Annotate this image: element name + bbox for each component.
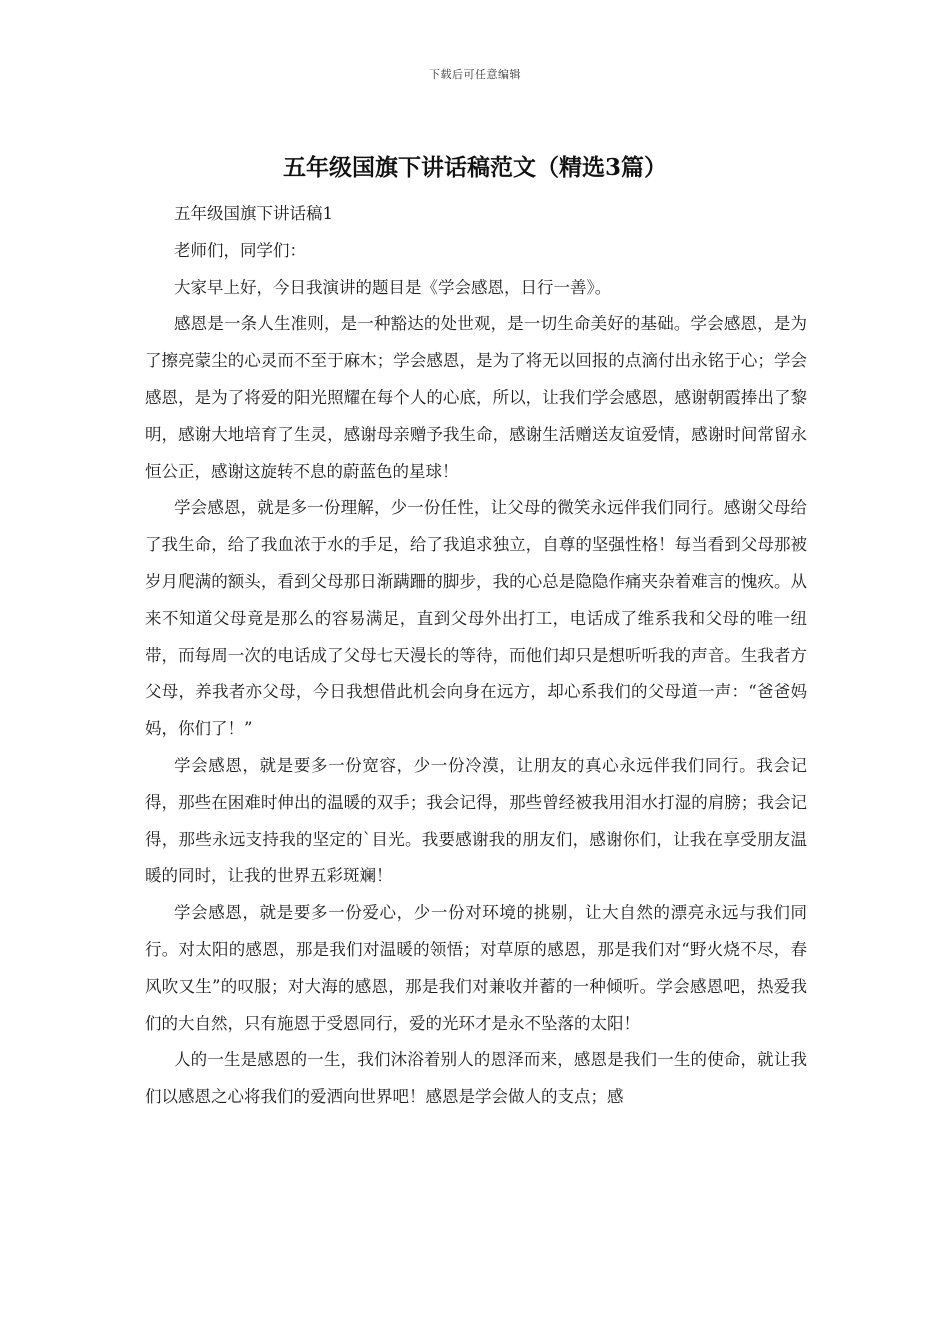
paragraph-greeting: 老师们，同学们：	[174, 240, 306, 260]
paragraph-speech-heading: 五年级国旗下讲话稿1	[174, 204, 333, 223]
paragraph-body: 学会感恩，就是多一份理解，少一份任性，让父母的微笑永远伴我们同行。感谢父母给了我生命，给了我血浓于水的手足，给了我追求独立，自尊的坚强性格！每当看到父母那被岁月爬满的额头，看到父母那日渐蹒跚的脚步，我的心总是隐隐作痛夹杂着难言的愧疚。从来不知道父母竟是那么的容易满足，直到父母外出打工，电话成了维系我和父母的唯一纽带，而每周一次的电话成了父母七天漫长的等待，而他们却只是想听听我的声音。生我者方父母，养我者亦父母，今日我想借此机会向身在远方，却心系我们的父母道一声：“爸爸妈妈，你们了！”	[145, 498, 807, 739]
paragraph-body: 学会感恩，就是要多一份爱心，少一份对环境的挑剔，让大自然的漂亮永远与我们同行。对太阳的感恩，那是我们对温暖的领悟；对草原的感恩，那是我们对“野火烧不尽，春风吹又生”的叹服；对大海的感恩，那是我们对兼收并蓄的一种倾听。学会感恩吧，热爱我们的大自然，只有施恩于受恩同行，爱的光环才是永不坠落的太阳！	[145, 903, 807, 1033]
header-note: 下载后可任意编辑	[429, 68, 521, 81]
paragraph-body: 人的一生是感恩的一生，我们沐浴着别人的恩泽而来，感恩是我们一生的使命，就让我们以感恩之心将我们的爱洒向世界吧！感恩是学会做人的支点；感	[145, 1050, 807, 1107]
paragraph-body: 感恩是一条人生准则，是一种豁达的处世观，是一切生命美好的基础。学会感恩，是为了擦亮蒙尘的心灵而不至于麻木；学会感恩，是为了将无以回报的点滴付出永铭于心；学会感恩，是为了将爱的阳光照耀在每个人的心底，所以，让我们学会感恩，感谢朝霞捧出了黎明，感谢大地培育了生灵，感谢母亲赠予我生命，感谢生活赠送友谊爱情，感谢时间常留永恒公正，感谢这旋转不息的蔚蓝色的星球！	[145, 314, 807, 481]
paragraph-intro: 大家早上好，今日我演讲的题目是《学会感恩，日行一善》。	[174, 277, 612, 297]
paragraph-body: 学会感恩，就是要多一份宽容，少一份冷漠，让朋友的真心永远伴我们同行。我会记得，那些在困难时伸出的温暖的双手；我会记得，那些曾经被我用泪水打湿的肩膀；我会记得，那些永远支持我的坚定的`目光。我要感谢我的朋友们，感谢你们，让我在享受朋友温暖的同时，让我的世界五彩斑斓！	[145, 755, 807, 886]
document-title: 五年级国旗下讲话稿范文（精选3篇）	[282, 154, 667, 181]
document-body	[145, 196, 807, 1116]
